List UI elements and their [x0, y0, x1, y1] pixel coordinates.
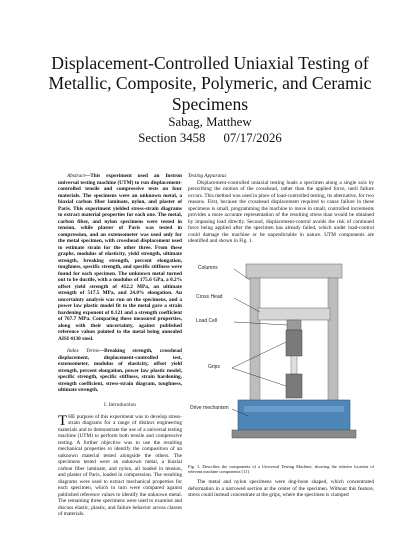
intro-dropcap: T [58, 412, 68, 429]
figure-caption: Fig. 1. Describes the components of a Universal Testing Machine, showing the relative location of relevant machine components [11]. [188, 463, 374, 474]
section-date-line [20, 131, 400, 146]
index-terms [58, 348, 182, 394]
utm-figure [188, 250, 374, 462]
left-column [58, 173, 182, 518]
utm-crosshead [258, 308, 330, 320]
index-terms-text: —Breaking strength, crosshead displacement, displacement-controlled test, extensometer, modulus of elasticity, offset yield strength, percent elongation, power law plastic model, specific strength, specific stiffness, strain hardening, strength coefficient, stress-strain diagram, toughness, ultimate strength. [58, 348, 182, 393]
abstract-text: —This experiment used an Instron universal testing machine (UTM) to run displacement-controlled tensile and compressive tests on four materials. The specimens were an unknown metal, a biaxial carbon fiber laminate, nylon, and plaster of Paris. This experiment yielded stress-strain diagrams to extract material properties for each one. The metal, carbon fiber, and nylon specimens were tested in tension, while plaster of Paris was tested in compression, and an extensometer was used only for the metal specimen, with crosshead displacement used to estimate strain for the other three. From these graphs, modulus of elasticity, yield strength, ultimate strength, breaking strength, percent elongation, toughness, specific strength, and specific stiffness were found for each specimen. The unknown metal turned out to be ductile, with a modulus of 175.6 GPa, a 0.2% offset yield strength of 412.2 MPa, an ultimate strength of 517.5 MPa, and 24.0% elongation. An uncertainty analysis was run on the specimens, and a power law plastic model fit to the metal gave a strain hardening exponent of 0.121 and a strength coefficient of 767.7 MPa. Comparing these measured properties, along with their uncertainty, against published reference values pointed to the metal being annealed AISI 4130 steel. [58, 173, 182, 342]
intro-text: HE purpose of this experiment was to develop stress-strain diagrams for a range of distinct engineering materials and to demonstrate the use of a universal testing machine (UTM) to perform both tensile and compressive testing. A further objective was to use the resulting mechanical properties to identify the composition of an unknown material tested alongside the others. The specimens tested were an unknown metal, a biaxial carbon fiber laminate, and nylon, all loaded in tension, and plaster of Paris, loaded in compression. The resulting diagrams were used to extract mechanical properties for each specimen, which in turn were compared against published reference values to identify the unknown metal. The remaining three specimens were used to examine and discuss elastic, plastic, and failure behavior across classes of materials. [58, 413, 182, 517]
label-grips: Grips [208, 363, 220, 370]
utm-top-beam [246, 264, 342, 278]
author-name: Sabag, Matthew [168, 115, 252, 129]
label-columns: Columns [198, 264, 218, 271]
section-number: Section 3458 [138, 131, 206, 145]
right-column [188, 173, 374, 499]
abstract-label: Abstract [67, 173, 85, 179]
utm-diagram [188, 250, 374, 462]
abstract [58, 173, 182, 342]
label-crosshead: Cross Head [196, 293, 223, 300]
paper-date: 07/17/2026 [223, 131, 282, 145]
utm-base [238, 400, 350, 430]
label-drive: Drive mechanism [190, 404, 229, 411]
label-loadcell: Load Cell [196, 317, 218, 324]
utm-upper-grip [286, 330, 302, 356]
index-terms-label: Index Terms [67, 348, 99, 354]
utm-specimen [291, 356, 297, 374]
intro-heading: I. Introduction [103, 401, 137, 408]
utm-stand [232, 430, 356, 438]
paper-title: Displacement-Controlled Uniaxial Testing of Metallic, Composite, Polymeric, and Ceramic Specimens [48, 53, 372, 114]
testing-apparatus-heading: Testing Apparatus [188, 173, 227, 179]
testing-apparatus-text: Displacement-controlled uniaxial testing loads a specimen along a single axis by prescribing the motion of the crosshead, rather than the applied force, until failure occurs. This method was used in place of load-controlled testing, its alternative, for two reasons. First, because the crosshead displacement required to cause failure in these specimens is small, programming the machine to move in small, controlled increments provides a more accurate representation of the resulting stress than would be obtained by imposing load directly. Second, displacement-control avoids the risk of continued force being applied after the specimen has already failed, which under load-control could damage the machine or be unpredictable in nature. UTM components are identified and shown in Fig. 1. [188, 179, 374, 244]
utm-lower-grip [286, 374, 302, 398]
after-figure-text: The metal and nylon specimens were dog-bone shaped, which concentrated deformation in a narrowed section at the center of the specimen. Without this feature, stress could instead concentrate at the grips, where the specimen is clamped [188, 479, 374, 499]
utm-load-cell [287, 320, 301, 330]
intro-paragraph [58, 414, 182, 518]
